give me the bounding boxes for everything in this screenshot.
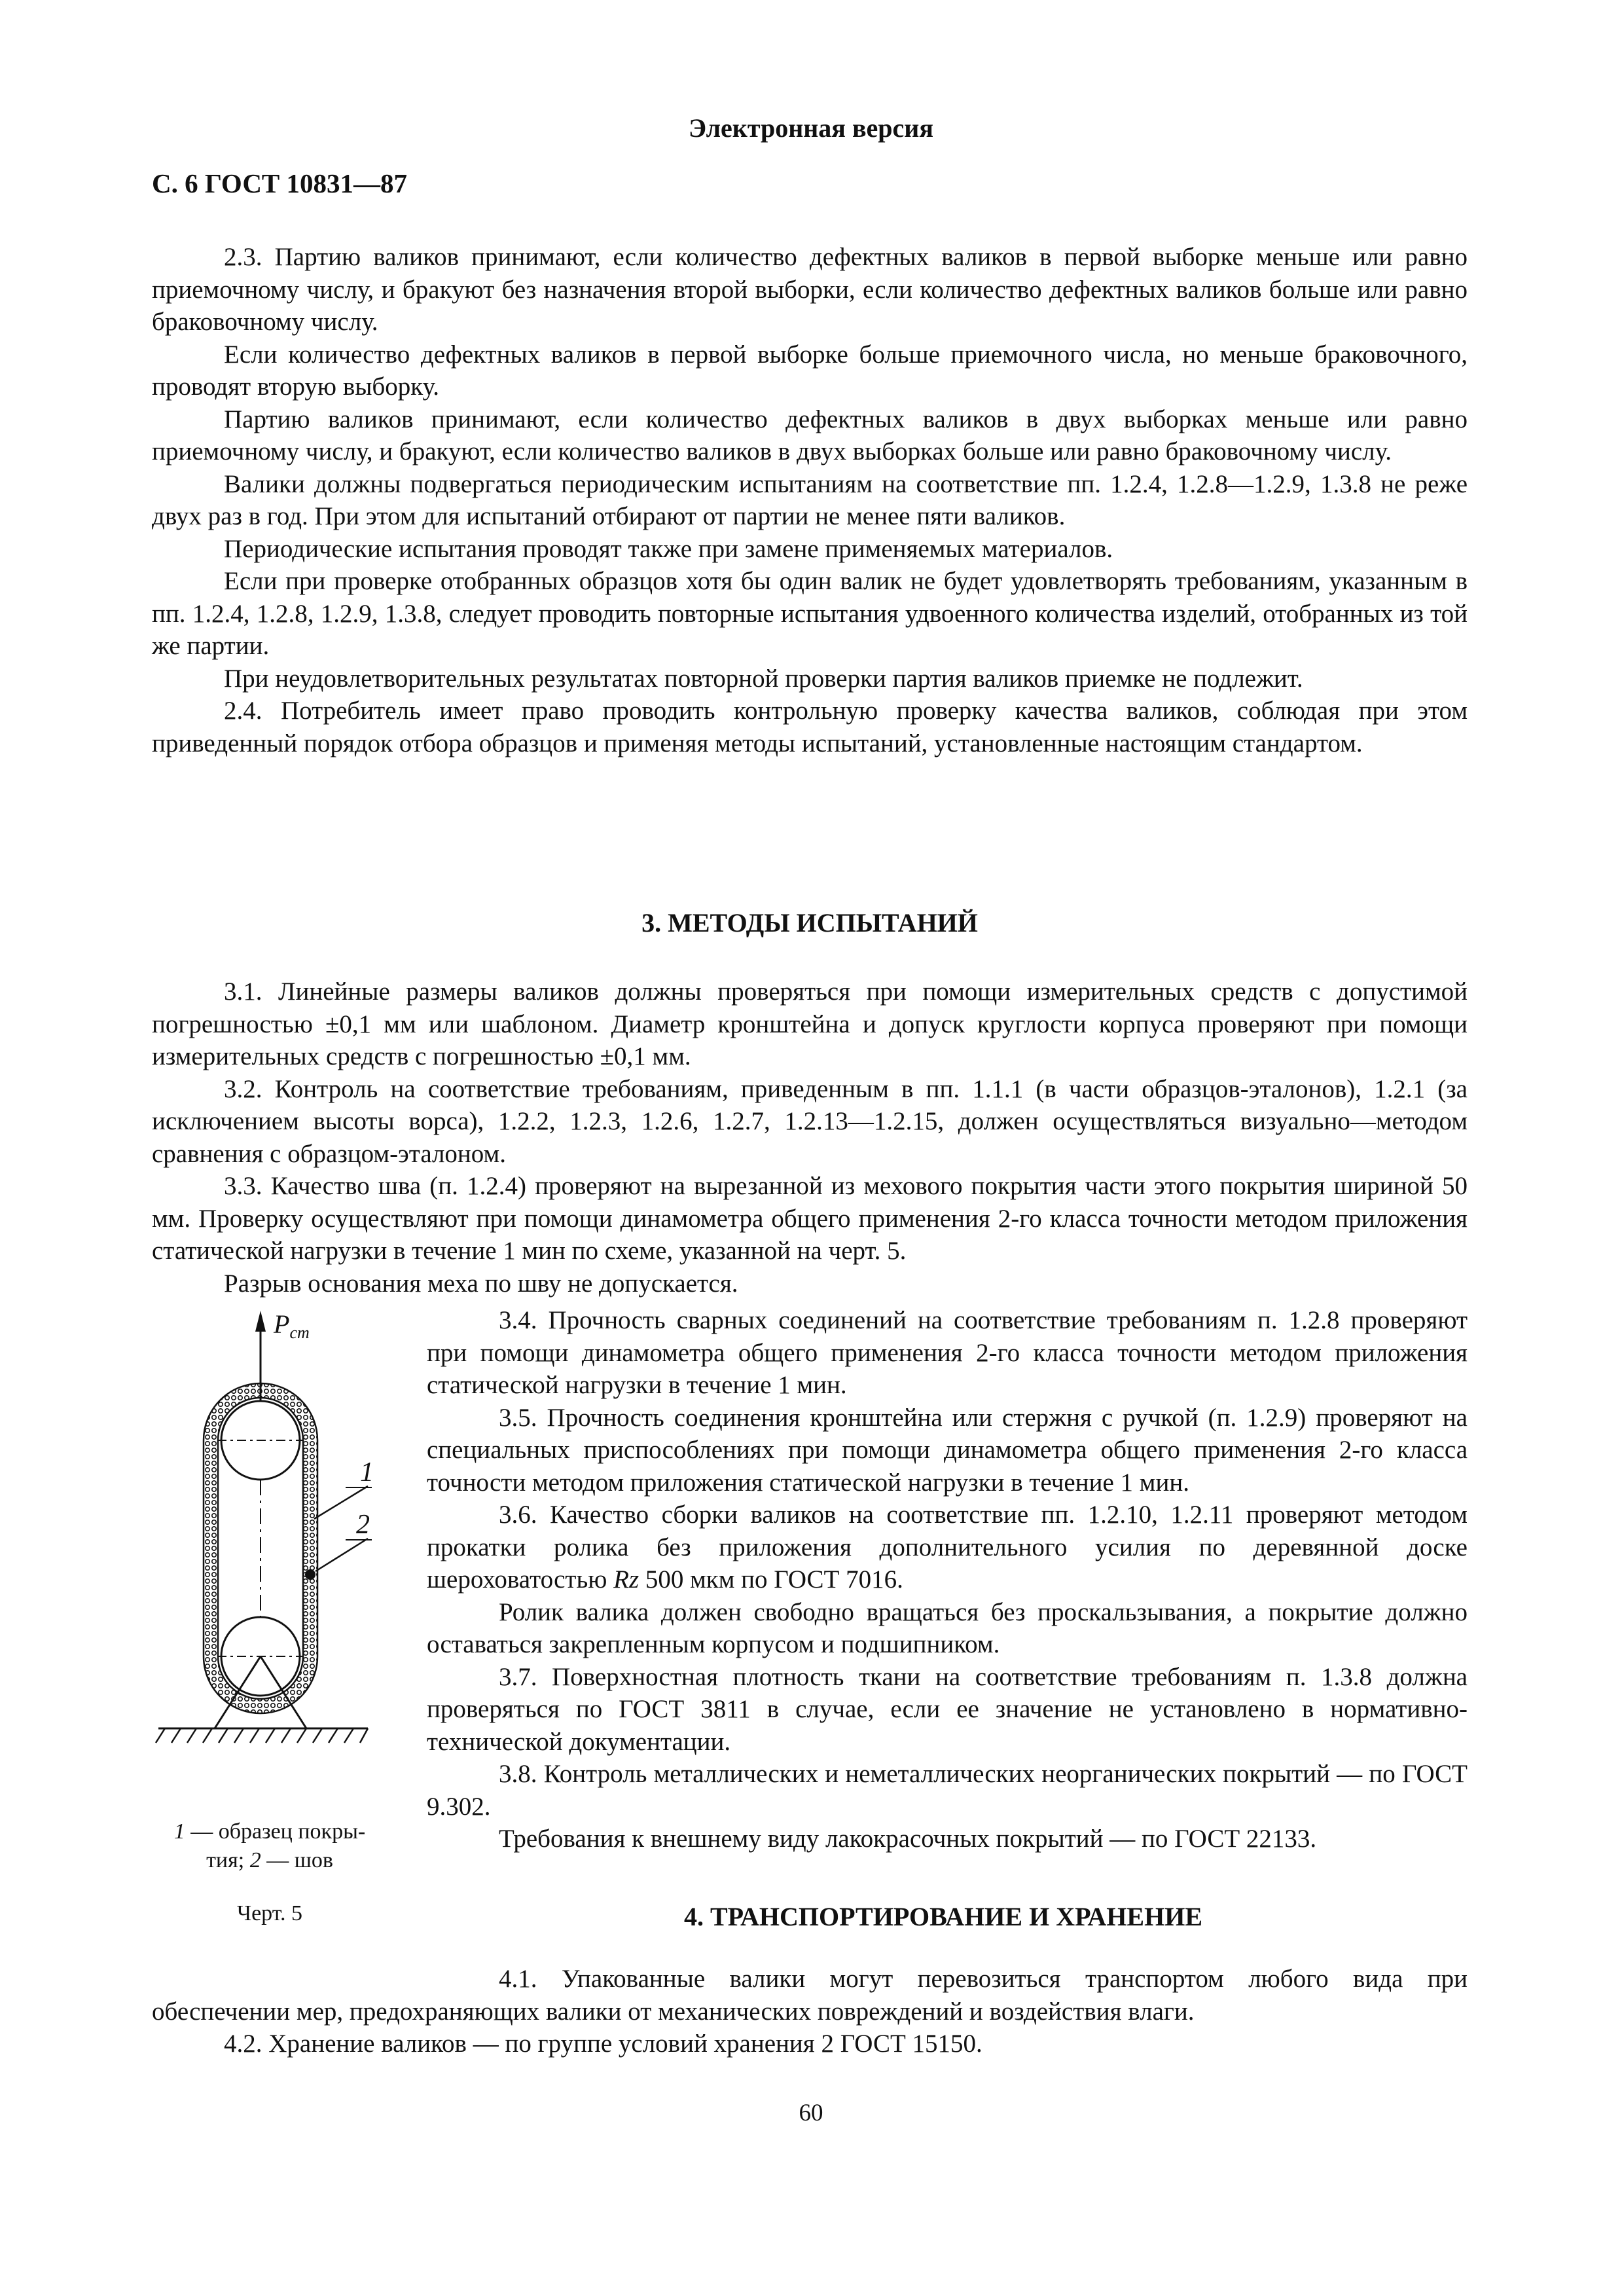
paragraph: 4.2. Хранение валиков — по группе условий хранения 2 ГОСТ 15150. xyxy=(224,2030,982,2058)
seam-mark xyxy=(305,1569,315,1580)
section-3-side-text xyxy=(427,1304,1468,1855)
paragraph: 3.1. Линейные размеры валиков должны проверяться при помощи измерительных средств с допустимой погрешностью ±0,1 мм или шаблоном. Диаметр кронштейна и допуск круглости корпуса проверяют при помощи измерительных средств с погрешностью ±0,1 мм. xyxy=(152,977,1468,1070)
figure-caption xyxy=(152,1817,387,1875)
section-2-text xyxy=(152,241,1468,759)
paragraph: 3.8. Контроль металлических и неметаллических неорганических покрытий — по ГОСТ 9.302. xyxy=(427,1760,1468,1821)
label-2: 2 xyxy=(356,1510,370,1540)
paragraph: Разрыв основания меха по шву не допускается. xyxy=(224,1269,738,1298)
header-edition: Электронная версия xyxy=(688,113,933,143)
paragraph: 3.5. Прочность соединения кронштейна или стержня с ручкой (п. 1.2.9) проверяют на специальных приспособлениях при помощи динамометра общего применения 2-го класса точности методом приложения статической нагрузки в течение 1 мин. xyxy=(427,1403,1468,1497)
paragraph: Ролик валика должен свободно вращаться без проскальзывания, а покрытие должно оставаться закрепленным корпусом и подшипником. xyxy=(427,1597,1468,1658)
caption-line: тия; 2 — шов xyxy=(206,1848,333,1872)
page-number: 60 xyxy=(799,2100,823,2126)
paragraph: 4.1. Упакованные валики могут перевозиться транспортом любого вида при обеспечении мер, предохраняющих валики от механических повреждений и воздействия влаги. xyxy=(152,1965,1468,2026)
label-1: 1 xyxy=(360,1457,374,1487)
paragraph: Периодические испытания проводят также при замене применяемых материалов. xyxy=(224,534,1113,563)
section-4-heading: 4. ТРАНСПОРТИРОВАНИЕ И ХРАНЕНИЕ xyxy=(684,1902,1202,1931)
paragraph: 3.6. Качество сборки валиков на соответствие пп. 1.2.10, 1.2.11 проверяют методом прокатки ролика без приложения дополнительного усилия по деревянной доске шероховатостью Rz 500 мкм по ГОСТ 7016. xyxy=(427,1501,1468,1594)
paragraph: 3.3. Качество шва (п. 1.2.4) проверяют на вырезанной из мехового покрытия части этого покрытия шириной 50 мм. Проверку осуществляют при помощи динамометра общего применения 2-го класса точности методом приложения статической нагрузки в течение 1 мин по схеме, указанной на черт. 5. xyxy=(152,1172,1468,1265)
section-3-text xyxy=(152,975,1468,1300)
paragraph: Требования к внешнему виду лакокрасочных покрытий — по ГОСТ 22133. xyxy=(499,1825,1317,1853)
test-scheme-figure xyxy=(152,1303,414,1794)
header-standard: С. 6 ГОСТ 10831—87 xyxy=(152,168,408,198)
section-3-heading: 3. МЕТОДЫ ИСПЫТАНИЙ xyxy=(641,908,978,938)
paragraph: Если при проверке отобранных образцов хотя бы один валик не будет удовлетворять требованиям, указанным в пп. 1.2.4, 1.2.8, 1.2.9, 1.3.8, следует проводить повторные испытания удвоенного количества изделий, отобранных из той же партии. xyxy=(152,567,1468,660)
figure-title: Черт. 5 xyxy=(236,1901,303,1925)
paragraph: При неудовлетворительных результатах повторной проверки партия валиков приемке не подлежит. xyxy=(224,664,1303,693)
paragraph: 3.7. Поверхностная плотность ткани на соответствие требованиям п. 1.3.8 должна проверяться по ГОСТ 3811 в случае, если ее значение не установлено в нормативно-технической документации. xyxy=(427,1662,1468,1756)
paragraph: 2.4. Потребитель имеет право проводить контрольную проверку качества валиков, соблюдая при этом приведенный порядок отбора образцов и применяя методы испытаний, установленные настоящим стандартом. xyxy=(152,697,1468,757)
force-label: $P_{ст}$ xyxy=(274,1309,310,1342)
paragraph: 3.2. Контроль на соответствие требованиям, приведенным в пп. 1.1.1 (в части образцов-эталонов), 1.2.1 (за исключением высоты ворса), 1.2.2, 1.2.3, 1.2.6, 1.2.7, 1.2.13—1.2.15, должен осуществляться визуально—методом сравнения с образцом-эталоном. xyxy=(152,1074,1468,1168)
paragraph: Валики должны подвергаться периодическим испытаниям на соответствие пп. 1.2.4, 1.2.8—1.2.9, 1.3.8 не реже двух раз в год. При этом для испытаний отбирают от партии не менее пяти валиков. xyxy=(152,469,1468,530)
caption-line: 1 — образец покры- xyxy=(173,1819,366,1844)
paragraph: 2.3. Партию валиков принимают, если количество дефектных валиков в первой выборке меньше или равно приемочному числу, и бракуют без назначения второй выборки, если количество дефектных валиков больше или равно браковочному числу. xyxy=(152,243,1468,336)
paragraph: Партию валиков принимают, если количество дефектных валиков в двух выборках меньше или равно приемочному числу, и бракуют, если количество валиков в двух выборках больше или равно браковочному числу. xyxy=(152,405,1468,465)
section-4-text xyxy=(152,1963,1468,2060)
paragraph: 3.4. Прочность сварных соединений на соответствие требованиям п. 1.2.8 проверяют при помощи динамометра общего применения 2-го класса точности методом приложения статической нагрузки в течение 1 мин. xyxy=(427,1306,1468,1399)
paragraph: Если количество дефектных валиков в первой выборке больше приемочного числа, но меньше браковочного, проводят вторую выборку. xyxy=(152,340,1468,401)
roughness-symbol: Rz xyxy=(613,1565,640,1594)
